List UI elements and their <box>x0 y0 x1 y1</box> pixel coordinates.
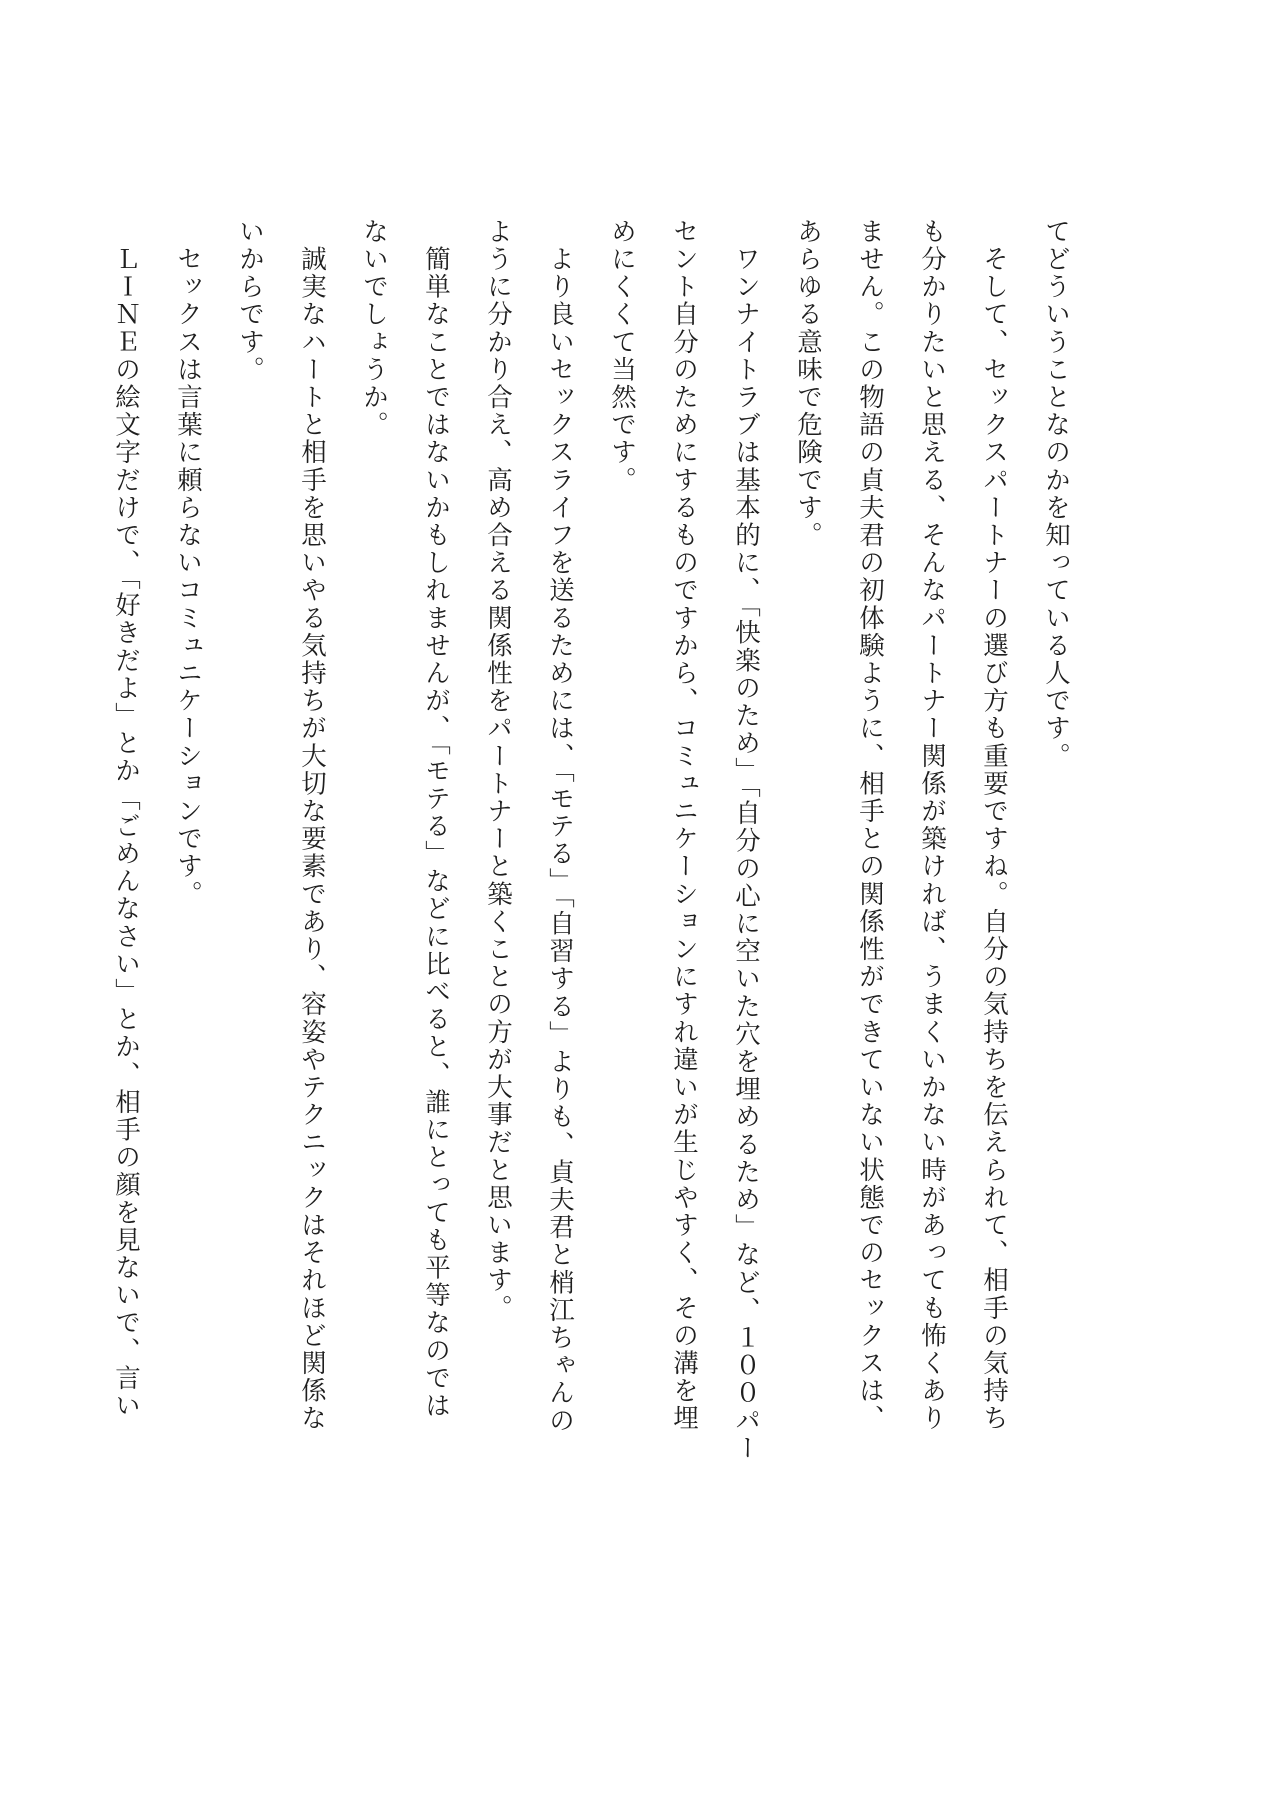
text-line: あらゆる意味で危険です。 <box>793 218 823 550</box>
text-line: セックスは言葉に頼らないコミュニケーションです。 <box>173 218 203 908</box>
text-line: セント自分のためにするものですから、コミュニケーションにすれ違いが生じやすく、その溝を埋 <box>669 218 699 1433</box>
text-line: いからです。 <box>235 218 265 384</box>
vertical-text-body <box>111 218 1087 1558</box>
text-line: ません。この物語の貞夫君の初体験ように、相手との関係性ができていない状態でのセックスは、 <box>855 218 885 1433</box>
text-line: めにくくて当然です。 <box>607 218 637 494</box>
text-line: ように分かり合え、高め合える関係性をパートナーと築くことの方が大事だと思います。 <box>483 218 513 1322</box>
text-line: そして、セックスパートナーの選び方も重要ですね。自分の気持ちを伝えられて、相手の気持ち <box>979 218 1009 1433</box>
text-line: ワンナイトラブは基本的に、「快楽のため」「自分の心に空いた穴を埋めるため」など、１００パー <box>731 218 761 1463</box>
text-line: ないでしょうか。 <box>359 218 389 439</box>
text-line: 誠実なハートと相手を思いやる気持ちが大切な要素であり、容姿やテクニックはそれほど関係な <box>297 218 327 1433</box>
text-line: てどういうことなのかを知っている人です。 <box>1041 218 1071 770</box>
text-line: も分かりたいと思える、そんなパートナー関係が築ければ、うまくいかない時があっても怖くあり <box>917 218 947 1433</box>
text-line: より良いセックスライフを送るためには、「モテる」「自習する」よりも、貞夫君と梢江ちゃんの <box>545 218 575 1435</box>
text-line: 簡単なことではないかもしれませんが、「モテる」などに比べると、誰にとっても平等なのでは <box>421 218 451 1420</box>
text-line: ＬＩＮＥの絵文字だけで、「好きだよ」とか「ごめんなさい」とか、相手の顔を見ないで、言い <box>111 218 141 1420</box>
